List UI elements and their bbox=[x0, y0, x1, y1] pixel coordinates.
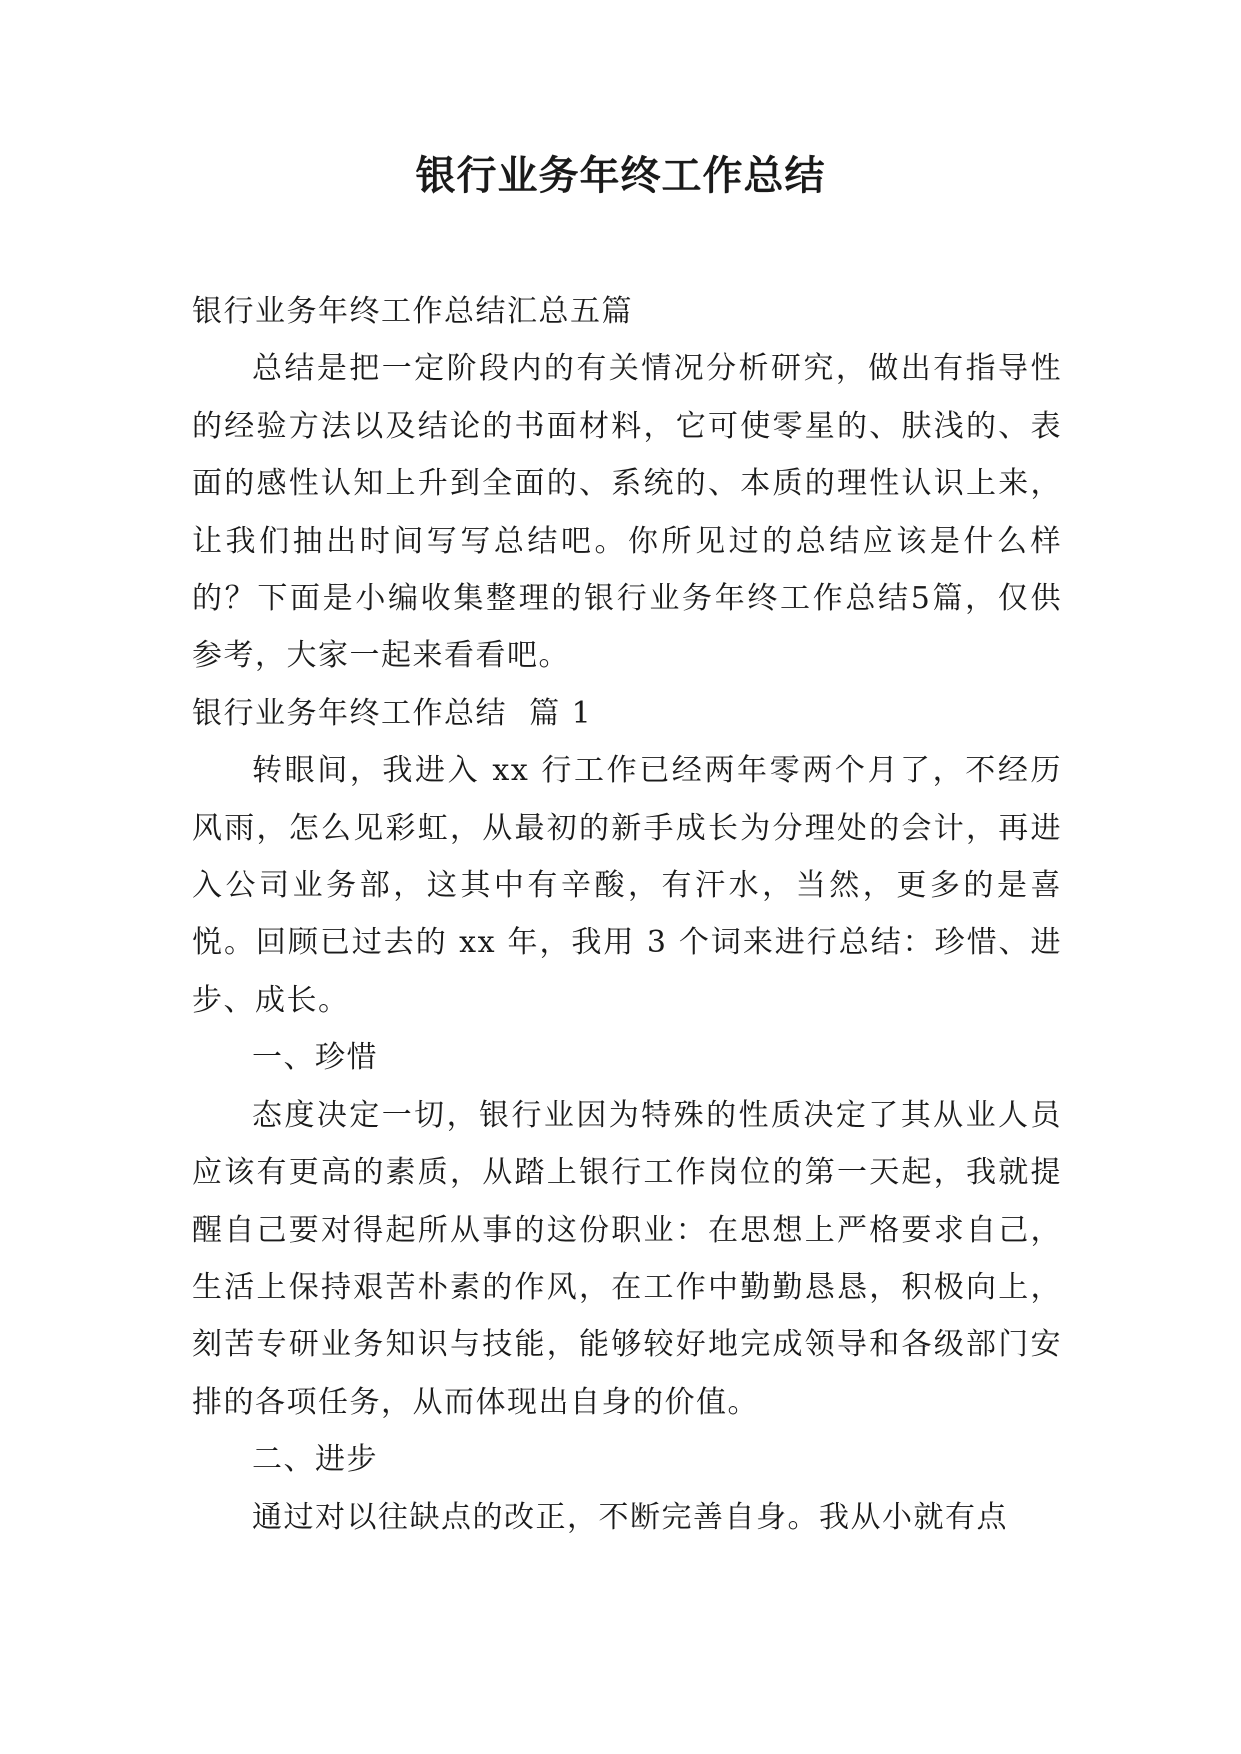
document-title: 银行业务年终工作总结 bbox=[415, 153, 826, 199]
section-2-paragraph: 通过对以往缺点的改正，不断完善自身。我从小就有点 bbox=[252, 1499, 1008, 1535]
document-subtitle: 银行业务年终工作总结汇总五篇 bbox=[192, 294, 633, 329]
paragraph-1: 转眼间，我进入 xx 行工作已经两年零两个月了，不经历风雨，怎么见彩虹，从最初的新手成长为分理处的会计，再进入公司业务部，这其中有辛酸，有汗水，当然，更多的是喜悦。回顾已过去的 xx 年，我用 3 个词来进行总结：珍惜、进步、成长。 bbox=[192, 753, 1062, 1018]
intro-paragraph: 总结是把一定阶段内的有关情况分析研究，做出有指导性的经验方法以及结论的书面材料，它可使零星的、肤浅的、表面的感性认知上升到全面的、系统的、本质的理性认识上来，让我们抽出时间写写总结吧。你所见过的总结应该是什么样的？下面是小编收集整理的银行业务年终工作总结5篇，仅供参考，大家一起来看看吧。 bbox=[192, 351, 1062, 674]
section-1-paragraph: 态度决定一切，银行业因为特殊的性质决定了其从业人员应该有更高的素质，从踏上银行工作岗位的第一天起，我就提醒自己要对得起所从事的这份职业：在思想上严格要求自己，生活上保持艰苦朴素的作风，在工作中勤勤恳恳，积极向上，刻苦专研业务知识与技能，能够较好地完成领导和各级部门安排的各项任务，从而体现出自身的价值。 bbox=[192, 1097, 1062, 1420]
section-1-heading: 一、珍惜 bbox=[252, 1040, 378, 1076]
section-2-heading: 二、进步 bbox=[252, 1442, 378, 1478]
document-body bbox=[192, 283, 1062, 1546]
part-heading: 银行业务年终工作总结 篇 1 bbox=[192, 695, 593, 731]
